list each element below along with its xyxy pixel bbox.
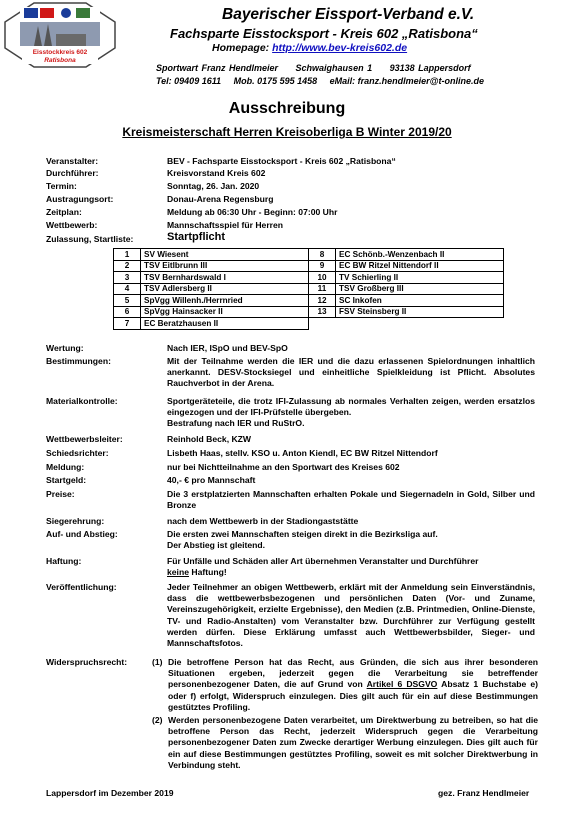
team-startlist-table xyxy=(113,248,504,330)
team-name: TV Schierling II xyxy=(336,272,504,284)
label-wettbewerb: Wettbewerb: xyxy=(46,220,98,230)
value-widerspruchsrecht xyxy=(152,657,538,771)
value-veranstalter: BEV - Fachsparte Eisstocksport - Kreis 602 „Ratisbona“ xyxy=(167,156,396,166)
label-zulassung: Zulassung, Startliste: xyxy=(46,234,134,244)
address-sportwart: Sportwart Franz Hendlmeier xyxy=(156,63,279,73)
value-siegerehrung: nach dem Wettbewerb in der Stadiongaststätte xyxy=(167,516,359,526)
value-zeitplan: Meldung ab 06:30 Uhr - Beginn: 07:00 Uhr xyxy=(167,207,338,217)
value-zulassung: Startpflicht xyxy=(167,231,226,243)
address-line xyxy=(156,63,485,73)
widerspruch-num-1: (1) xyxy=(152,657,163,667)
team-number: 10 xyxy=(309,272,336,284)
team-name: TSV Eitlbrunn III xyxy=(141,260,309,272)
value-wettbewerb: Mannschaftsspiel für Herren xyxy=(167,220,284,230)
value-wertung: Nach IER, ISpO und BEV-SpO xyxy=(167,343,288,353)
widerspruch-text-1b: Absatz 1 Buchstabe e) oder f) erfolgt, Widerspruch einzulegen. Dies gilt auch für ein auf diese Bestimmungen gestütztes Profiling. xyxy=(168,679,538,712)
value-termin: Sonntag, 26. Jan. 2020 xyxy=(167,181,260,191)
team-number: 6 xyxy=(114,306,141,318)
team-name: SpVgg Hainsacker II xyxy=(141,306,309,318)
label-zeitplan: Zeitplan: xyxy=(46,207,82,217)
value-austragungsort: Donau-Arena Regensburg xyxy=(167,194,274,204)
homepage-label: Homepage: xyxy=(212,42,270,54)
team-number: 4 xyxy=(114,283,141,295)
value-startgeld: 40,- € pro Mannschaft xyxy=(167,475,256,485)
material-text: Sportgeräteteile, die trotz IFI-Zulassung ab normales Verhalten zeigen, werden ersatzlos eingezogen und der IFI-Prüfstelle übergeben. xyxy=(167,396,535,418)
homepage-line xyxy=(212,42,407,54)
logo-text-kreis: Eisstockkreis 602 xyxy=(32,49,88,56)
team-number: 2 xyxy=(114,260,141,272)
table-row xyxy=(114,306,504,318)
label-veroeffentlichung: Veröffentlichung: xyxy=(46,582,117,592)
label-termin: Termin: xyxy=(46,181,77,191)
table-row xyxy=(114,318,504,330)
team-number: 7 xyxy=(114,318,141,330)
team-number: 5 xyxy=(114,295,141,307)
widerspruch-para-2 xyxy=(152,715,538,771)
value-preise: Die 3 erstplatzierten Mannschaften erhalten Pokale und Siegernadeln in Gold, Silber und Bronze xyxy=(167,489,535,511)
team-name: SV Wiesent xyxy=(141,249,309,261)
value-auf-abstieg xyxy=(167,529,535,551)
widerspruch-text-1a: Die betroffene Person hat das Recht, aus Gründen, die sich aus ihrer besonderen Situationen ergeben, jederzeit gegen die Verarbeitung sie betreffender personenbezogener Daten, die auf Grund von xyxy=(168,657,538,690)
label-schiedsrichter: Schiedsrichter: xyxy=(46,448,109,458)
address-street: Schwaighausen 1 xyxy=(295,63,373,73)
label-haftung: Haftung: xyxy=(46,556,82,566)
team-number: 12 xyxy=(309,295,336,307)
label-meldung: Meldung: xyxy=(46,462,85,472)
contact-tel: Tel: 09409 1611 xyxy=(156,76,222,86)
label-preise: Preise: xyxy=(46,489,75,499)
logo-text-ratisbona: Ratisbona xyxy=(44,57,76,64)
footer-place-date: Lappersdorf im Dezember 2019 xyxy=(46,788,174,798)
value-veroeffentlichung: Jeder Teilnehmer an obigen Wettbewerb, erklärt mit der Anmeldung sein Einverständnis, dass die wettbewerbsbezogenen und persönlichen Daten (Vor- und Zuname, Vereinszugehörigkeit, erzielte Ergebnisse), den Medien (z.B. Printmedien, Online-Dienste, TV- und Radio-Anstalten) vom Veranstalter bzw. Durchführer zur Verfügung gestellt werden dürfen. Diese Erklärung umfasst auch Wettbewerbsbilder, Sieger- und Mannschaftsfotos. xyxy=(167,582,535,649)
team-number: 1 xyxy=(114,249,141,261)
table-row xyxy=(114,272,504,284)
label-startgeld: Startgeld: xyxy=(46,475,87,485)
empty-cell xyxy=(336,318,504,330)
document-subtitle: Kreismeisterschaft Herren Kreisoberliga B Winter 2019/20 xyxy=(122,125,452,139)
abstieg-text: Der Abstieg ist gleitend. xyxy=(167,540,266,551)
haftung-keine: keine xyxy=(167,567,189,578)
value-meldung: nur bei Nichtteilnahme an den Sportwart des Kreises 602 xyxy=(167,462,400,472)
address-city: 93138 Lappersdorf xyxy=(389,63,471,73)
contact-email: eMail: franz.hendlmeier@t-online.de xyxy=(329,76,484,86)
value-schiedsrichter: Lisbeth Haas, stellv. KSO u. Anton Kiendl, EC BW Ritzel Nittendorf xyxy=(167,448,438,458)
team-name: TSV Adlersberg II xyxy=(141,283,309,295)
value-durchfuehrer: Kreisvorstand Kreis 602 xyxy=(167,168,266,178)
document-title: Ausschreibung xyxy=(228,100,346,117)
table-row xyxy=(114,283,504,295)
team-number: 11 xyxy=(309,283,336,295)
widerspruch-num-2: (2) xyxy=(152,715,163,726)
value-bestimmungen: Mit der Teilnahme werden die IER und die dazu erlassenen Spielordnungen inhaltlich anerkannt. DESV-Stocksiegel und einheitliche Spielkleidung ist Pflicht. Absolutes Rauchverbot in der Arena. xyxy=(167,356,535,389)
kreis-logo xyxy=(4,2,116,68)
team-name: SC Inkofen xyxy=(336,295,504,307)
label-veranstalter: Veranstalter: xyxy=(46,156,99,166)
label-siegerehrung: Siegerehrung: xyxy=(46,516,105,526)
haftung-rest: Haftung! xyxy=(188,567,227,578)
team-number: 8 xyxy=(309,249,336,261)
table-row xyxy=(114,260,504,272)
association-subtitle: Fachsparte Eisstocksport - Kreis 602 „Ratisbona“ xyxy=(170,26,478,41)
team-number: 3 xyxy=(114,272,141,284)
label-materialkontrolle: Materialkontrolle: xyxy=(46,396,118,406)
team-name: EC BW Ritzel Nittendorf II xyxy=(336,260,504,272)
label-wertung: Wertung: xyxy=(46,343,84,353)
team-name: EC Beratzhausen II xyxy=(141,318,309,330)
label-bestimmungen: Bestimmungen: xyxy=(46,356,111,366)
team-name: EC Schönb.-Wenzenbach II xyxy=(336,249,504,261)
label-auf-abstieg: Auf- und Abstieg: xyxy=(46,529,118,539)
label-wettbewerbsleiter: Wettbewerbsleiter: xyxy=(46,434,123,444)
team-name: FSV Steinsberg II xyxy=(336,306,504,318)
value-wettbewerbsleiter: Reinhold Beck, KZW xyxy=(167,434,252,444)
footer-signature: gez. Franz Hendlmeier xyxy=(438,788,530,798)
empty-cell xyxy=(309,318,336,330)
label-widerspruchsrecht: Widerspruchsrecht: xyxy=(46,657,128,667)
haftung-line2 xyxy=(167,567,535,578)
contact-mobile: Mob. 0175 595 1458 xyxy=(233,76,318,86)
contact-line xyxy=(156,76,494,86)
team-number: 9 xyxy=(309,260,336,272)
widerspruch-para-1 xyxy=(152,657,538,713)
widerspruch-text-2: Werden personenbezogene Daten verarbeitet, um Direktwerbung zu betreiben, so hat die betroffene Person das Recht, jederzeit Widerspruch gegen die Verarbeitung personenbezogener Daten zum Zwecke derartiger Werbung einzulegen. Dies gilt auch für ein auf diese Bestimmungen gestütztes Profiling, soweit es mit solcher Direktwerbung in Verbindung steht. xyxy=(168,715,538,770)
label-durchfuehrer: Durchführer: xyxy=(46,168,99,178)
widerspruch-artikel: Artikel 6 DSGVO xyxy=(366,679,438,690)
aufstieg-text: Die ersten zwei Mannschaften steigen direkt in die Bezirksliga auf. xyxy=(167,529,438,539)
team-name: SpVgg Willenh./Herrnried xyxy=(141,295,309,307)
label-austragungsort: Austragungsort: xyxy=(46,194,114,204)
table-row xyxy=(114,249,504,261)
association-title: Bayerischer Eissport-Verband e.V. xyxy=(222,6,475,23)
haftung-text: Für Unfälle und Schäden aller Art übernehmen Veranstalter und Durchführer xyxy=(167,556,479,566)
material-penalty: Bestrafung nach IER und RuStrO. xyxy=(167,418,305,429)
team-name: TSV Bernhardswald I xyxy=(141,272,309,284)
homepage-link[interactable]: http://www.bev-kreis602.de xyxy=(272,42,408,54)
table-row xyxy=(114,295,504,307)
team-name: TSV Großberg III xyxy=(336,283,504,295)
team-number: 13 xyxy=(309,306,336,318)
value-haftung xyxy=(167,556,535,578)
value-materialkontrolle xyxy=(167,396,535,430)
widerspruch-text-1 xyxy=(168,657,538,713)
